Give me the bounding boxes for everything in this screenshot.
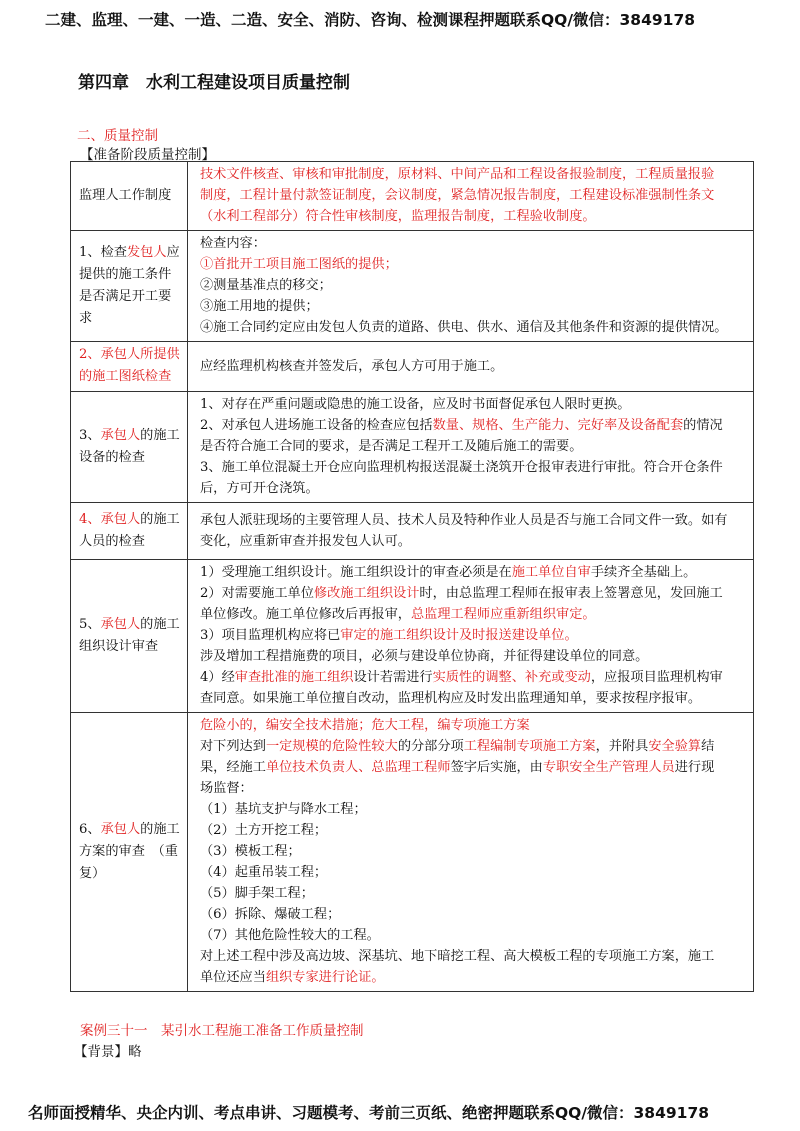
content-line [200, 478, 747, 499]
highlighted-text: ①首批开工项目施工图纸的提供； [200, 257, 398, 272]
text-segment: 结 [701, 739, 715, 754]
table-row [71, 392, 754, 503]
content-line [200, 925, 747, 946]
row-label [71, 503, 188, 560]
highlighted-text: 实质性的调整、补充或变动 [432, 670, 591, 685]
text-segment: 监理人工作制度 [79, 187, 172, 203]
content-line [200, 562, 747, 583]
content-line [200, 164, 747, 185]
row-label [71, 560, 188, 713]
highlighted-text: 数量、规格、生产能力、完好率及设备配套 [432, 418, 684, 433]
text-segment: 的分部分项 [397, 739, 464, 754]
content-line [200, 531, 747, 552]
text-segment: 3）项目监理机构应将已 [200, 628, 341, 643]
highlighted-text: 技术文件核查、审核和审批制度，原材料、中间产品和工程设备报验制度，工程质量报验 [200, 167, 715, 182]
text-segment: 的施工设备的检查 [79, 427, 180, 465]
text-segment: 4）经 [200, 670, 235, 685]
bottom-banner: 名师面授精华、央企内训、考点串讲、习题模考、考前三页纸、绝密押题联系QQ/微信：3849178 [28, 1104, 710, 1122]
row-content [188, 342, 754, 392]
highlighted-text: 4、 [79, 511, 101, 527]
text-segment: 签字后实施，由 [450, 760, 543, 775]
content-line [200, 667, 747, 688]
row-content [188, 162, 754, 231]
sub-heading: 【准备阶段质量控制】 [80, 147, 215, 163]
row-content [188, 231, 754, 342]
table-row [71, 713, 754, 992]
content-line [200, 583, 747, 604]
highlighted-text: 承包人 [100, 511, 141, 527]
text-segment: 场监督： [200, 781, 253, 796]
chapter-title: 第四章 水利工程建设项目质量控制 [78, 73, 350, 93]
content-line [200, 736, 747, 757]
text-segment: ④施工合同约定应由发包人负责的道路、供电、供水、通信及其他条件和资源的提供情况。 [200, 320, 728, 335]
section-heading: 二、质量控制 [77, 128, 158, 144]
highlighted-text: 单位技术负责人、总监理工程师 [265, 760, 451, 775]
text-segment: 3、施工单位混凝土开仓应向监理机构报送混凝土浇筑开仓报审表进行审批。符合开仓条件 [200, 460, 723, 475]
text-segment: 承包人派驻现场的主要管理人员、技术人员及特种作业人员是否与施工合同文件一致。如有 [200, 512, 728, 528]
text-segment: （2）土方开挖工程； [200, 823, 328, 838]
highlighted-text: 发包人 [126, 244, 167, 260]
content-line [200, 233, 747, 254]
text-segment: （3）模板工程； [200, 844, 301, 859]
highlighted-text: 组织专家进行论证。 [265, 970, 385, 985]
content-line [200, 799, 747, 820]
content-line [200, 715, 747, 736]
content-line [200, 757, 747, 778]
highlighted-text: （水利工程部分）符合性审核制度，监理报告制度，工程验收制度。 [200, 209, 596, 224]
text-segment: 变化，应重新审查并报发包人认可。 [200, 533, 411, 549]
text-segment: 1、检查 [79, 244, 127, 260]
content-line [200, 967, 747, 988]
table-row [71, 342, 754, 392]
text-segment: 3、 [79, 427, 101, 443]
content-line [200, 436, 747, 457]
highlighted-text: 承包人 [100, 616, 141, 632]
content-line [200, 604, 747, 625]
text-segment: 检查内容： [200, 236, 266, 251]
row-label [71, 713, 188, 992]
text-segment: 设计若需进行 [353, 670, 433, 685]
text-segment: 1）受理施工组织设计。施工组织设计的审查必须是在 [200, 565, 512, 580]
row-label [71, 392, 188, 503]
text-segment: 5、 [79, 616, 101, 632]
content-line [200, 356, 747, 377]
text-segment: 单位还应当 [200, 970, 266, 985]
highlighted-text: 承包人 [100, 427, 141, 443]
content-line [200, 820, 747, 841]
row-label [71, 342, 188, 392]
content-line [200, 275, 747, 296]
text-segment: 对上述工程中涉及高边坡、深基坑、地下暗挖工程、高大模板工程的专项施工方案，施工 [200, 949, 715, 964]
text-segment: 涉及增加工程措施费的项目，必须与建设单位协商，并征得建设单位的同意。 [200, 649, 649, 664]
highlighted-text: 制度，工程计量付款签证制度，会议制度，紧急情况报告制度，工程建设标准强制性条文 [200, 188, 715, 203]
row-content [188, 503, 754, 560]
highlighted-text: 审定的施工组织设计及时报送建设单位。 [340, 628, 578, 643]
highlighted-text: 一定规模的危险性较大 [265, 739, 398, 754]
highlighted-text: 危险小的，编安全技术措施；危大工程，编专项施工方案 [200, 718, 530, 733]
row-label [71, 162, 188, 231]
row-content [188, 713, 754, 992]
highlighted-text: 2、承包人所提供的施工图纸检查 [79, 347, 180, 384]
text-segment: 2、对承包人进场施工设备的检查应包括 [200, 418, 433, 433]
content-line [200, 841, 747, 862]
text-segment: 应经监理机构核查并签发后，承包人方可用于施工。 [200, 358, 504, 374]
text-segment: 时，由总监理工程师在报审表上签署意见，发回施工 [419, 586, 723, 601]
highlighted-text: 安全验算 [648, 739, 702, 754]
text-segment: 对下列达到 [200, 739, 266, 754]
highlighted-text: 施工单位自审 [511, 565, 591, 580]
content-line [200, 510, 747, 531]
highlighted-text: 承包人 [100, 821, 141, 837]
content-line [200, 625, 747, 646]
content-line [200, 862, 747, 883]
content-line [200, 296, 747, 317]
row-content [188, 560, 754, 713]
content-line [200, 185, 747, 206]
text-segment: 应提供的施工条件是否满足开工要求 [79, 244, 180, 326]
highlighted-text: 工程编制专项施工方案 [463, 739, 596, 754]
highlighted-text: 总监理工程师应重新组织审定。 [411, 607, 596, 622]
content-line [200, 206, 747, 227]
content-line [200, 457, 747, 478]
text-segment: 是否符合施工合同的要求，是否满足工程开工及随后施工的需要。 [200, 439, 583, 454]
case-title: 案例三十一 某引水工程施工准备工作质量控制 [80, 1023, 364, 1039]
table-row [71, 162, 754, 231]
table-row [71, 560, 754, 713]
highlighted-text: 修改施工组织设计 [313, 586, 420, 601]
quality-control-table [70, 161, 754, 992]
text-segment: 1、对存在严重问题或隐患的施工设备，应及时书面督促承包人限时更换。 [200, 397, 631, 412]
text-segment: （6）拆除、爆破工程； [200, 907, 341, 922]
highlighted-text: 审查批准的施工组织 [234, 670, 354, 685]
text-segment: 进行现 [674, 760, 715, 775]
content-line [200, 254, 747, 275]
highlighted-text: 专职安全生产管理人员 [542, 760, 675, 775]
text-segment: （5）脚手架工程； [200, 886, 314, 901]
text-segment: 后，方可开仓浇筑。 [200, 481, 319, 496]
text-segment: 的施工组织设计审查 [79, 616, 180, 654]
text-segment: ②测量基准点的移交； [200, 278, 332, 293]
text-segment: ，并附具 [595, 739, 649, 754]
content-line [200, 394, 747, 415]
content-line [200, 317, 747, 338]
content-line [200, 883, 747, 904]
content-line [200, 778, 747, 799]
content-line [200, 946, 747, 967]
row-label [71, 231, 188, 342]
text-segment: 查同意。如果施工单位擅自改动，监理机构应及时发出监理通知单，要求按程序报审。 [200, 691, 702, 706]
text-segment: 果，经施工 [200, 760, 266, 775]
text-segment: 6、 [79, 821, 101, 837]
text-segment: 的施工人员的检查 [79, 511, 180, 549]
top-banner: 二建、监理、一建、一造、二造、安全、消防、咨询、检测课程押题联系QQ/微信：3849178 [45, 11, 696, 29]
background-line: 【背景】略 [74, 1044, 142, 1060]
content-line [200, 904, 747, 925]
text-segment: ③施工用地的提供； [200, 299, 319, 314]
content-line [200, 415, 747, 436]
content-line [200, 688, 747, 709]
content-line [200, 646, 747, 667]
text-segment: （4）起重吊装工程； [200, 865, 328, 880]
text-segment: ，应报项目监理机构审 [590, 670, 723, 685]
text-segment: 2）对需要施工单位 [200, 586, 314, 601]
text-segment: （7）其他危险性较大的工程。 [200, 928, 380, 943]
text-segment: 单位修改。施工单位修改后再报审， [200, 607, 411, 622]
text-segment: 的情况 [683, 418, 723, 433]
text-segment: 的施工方案的审查 （重复） [79, 821, 180, 881]
text-segment: （1）基坑支护与降水工程； [200, 802, 367, 817]
row-content [188, 392, 754, 503]
table-row [71, 231, 754, 342]
table-row [71, 503, 754, 560]
text-segment: 手续齐全基础上。 [590, 565, 697, 580]
